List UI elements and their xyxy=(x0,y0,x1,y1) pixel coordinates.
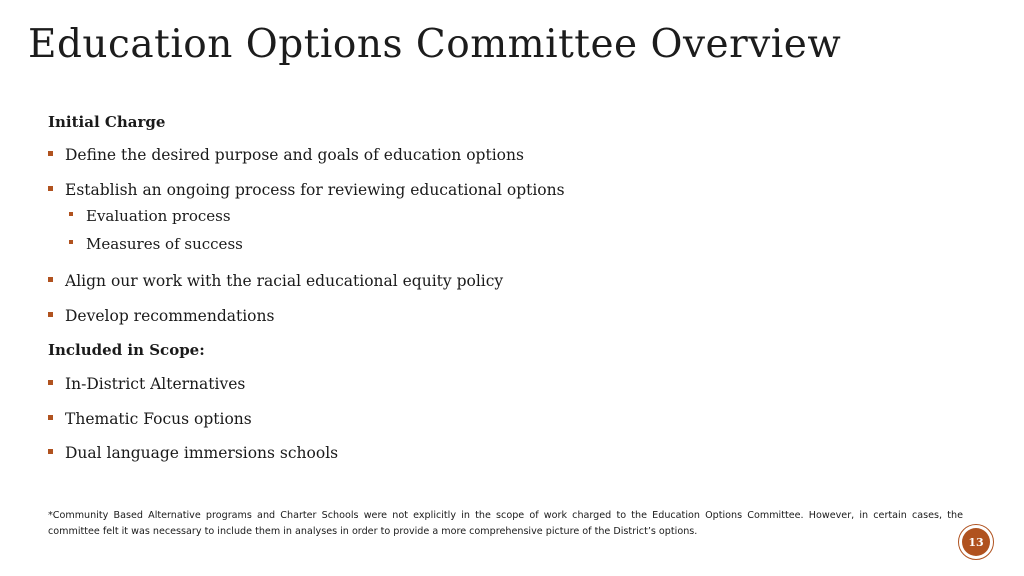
slide-title: Education Options Committee Overview xyxy=(28,22,842,67)
sub-list-item xyxy=(69,207,231,225)
bullet-icon xyxy=(48,186,53,191)
page-number: 13 xyxy=(962,528,990,556)
list-item-text: Thematic Focus options xyxy=(65,410,252,428)
list-item xyxy=(48,375,245,393)
list-item xyxy=(48,146,524,164)
bullet-icon xyxy=(48,277,53,282)
list-item xyxy=(48,307,274,325)
scope-heading: Included in Scope: xyxy=(48,341,205,359)
list-item xyxy=(48,444,338,462)
bullet-icon xyxy=(48,312,53,317)
bullet-icon xyxy=(48,449,53,454)
page-number-badge xyxy=(958,524,994,560)
list-item-text: Dual language immersions schools xyxy=(65,444,339,462)
list-item-text: In-District Alternatives xyxy=(65,375,246,393)
bullet-icon xyxy=(69,240,73,244)
list-item-text: Develop recommendations xyxy=(65,307,275,325)
list-item xyxy=(48,410,252,428)
bullet-icon xyxy=(48,415,53,420)
list-item-text: Align our work with the racial educational equity policy xyxy=(65,272,504,290)
sub-list-item-text: Evaluation process xyxy=(86,207,231,225)
footnote: *Community Based Alternative programs and Charter Schools were not explicitly in the scope of work charged to the Education Options Committee. However, in certain cases, the committee felt it was necessary to include them in analyses in order to provide a more comprehensive picture of the District’s options. xyxy=(48,510,963,537)
list-item-text: Establish an ongoing process for reviewing educational options xyxy=(65,181,565,199)
list-item xyxy=(48,181,565,199)
bullet-icon xyxy=(69,212,73,216)
sub-list-item-text: Measures of success xyxy=(86,235,243,253)
list-item xyxy=(48,272,503,290)
list-item-text: Define the desired purpose and goals of education options xyxy=(65,146,524,164)
initial-charge-heading: Initial Charge xyxy=(48,113,166,131)
sub-list-item xyxy=(69,235,243,253)
bullet-icon xyxy=(48,380,53,385)
bullet-icon xyxy=(48,151,53,156)
